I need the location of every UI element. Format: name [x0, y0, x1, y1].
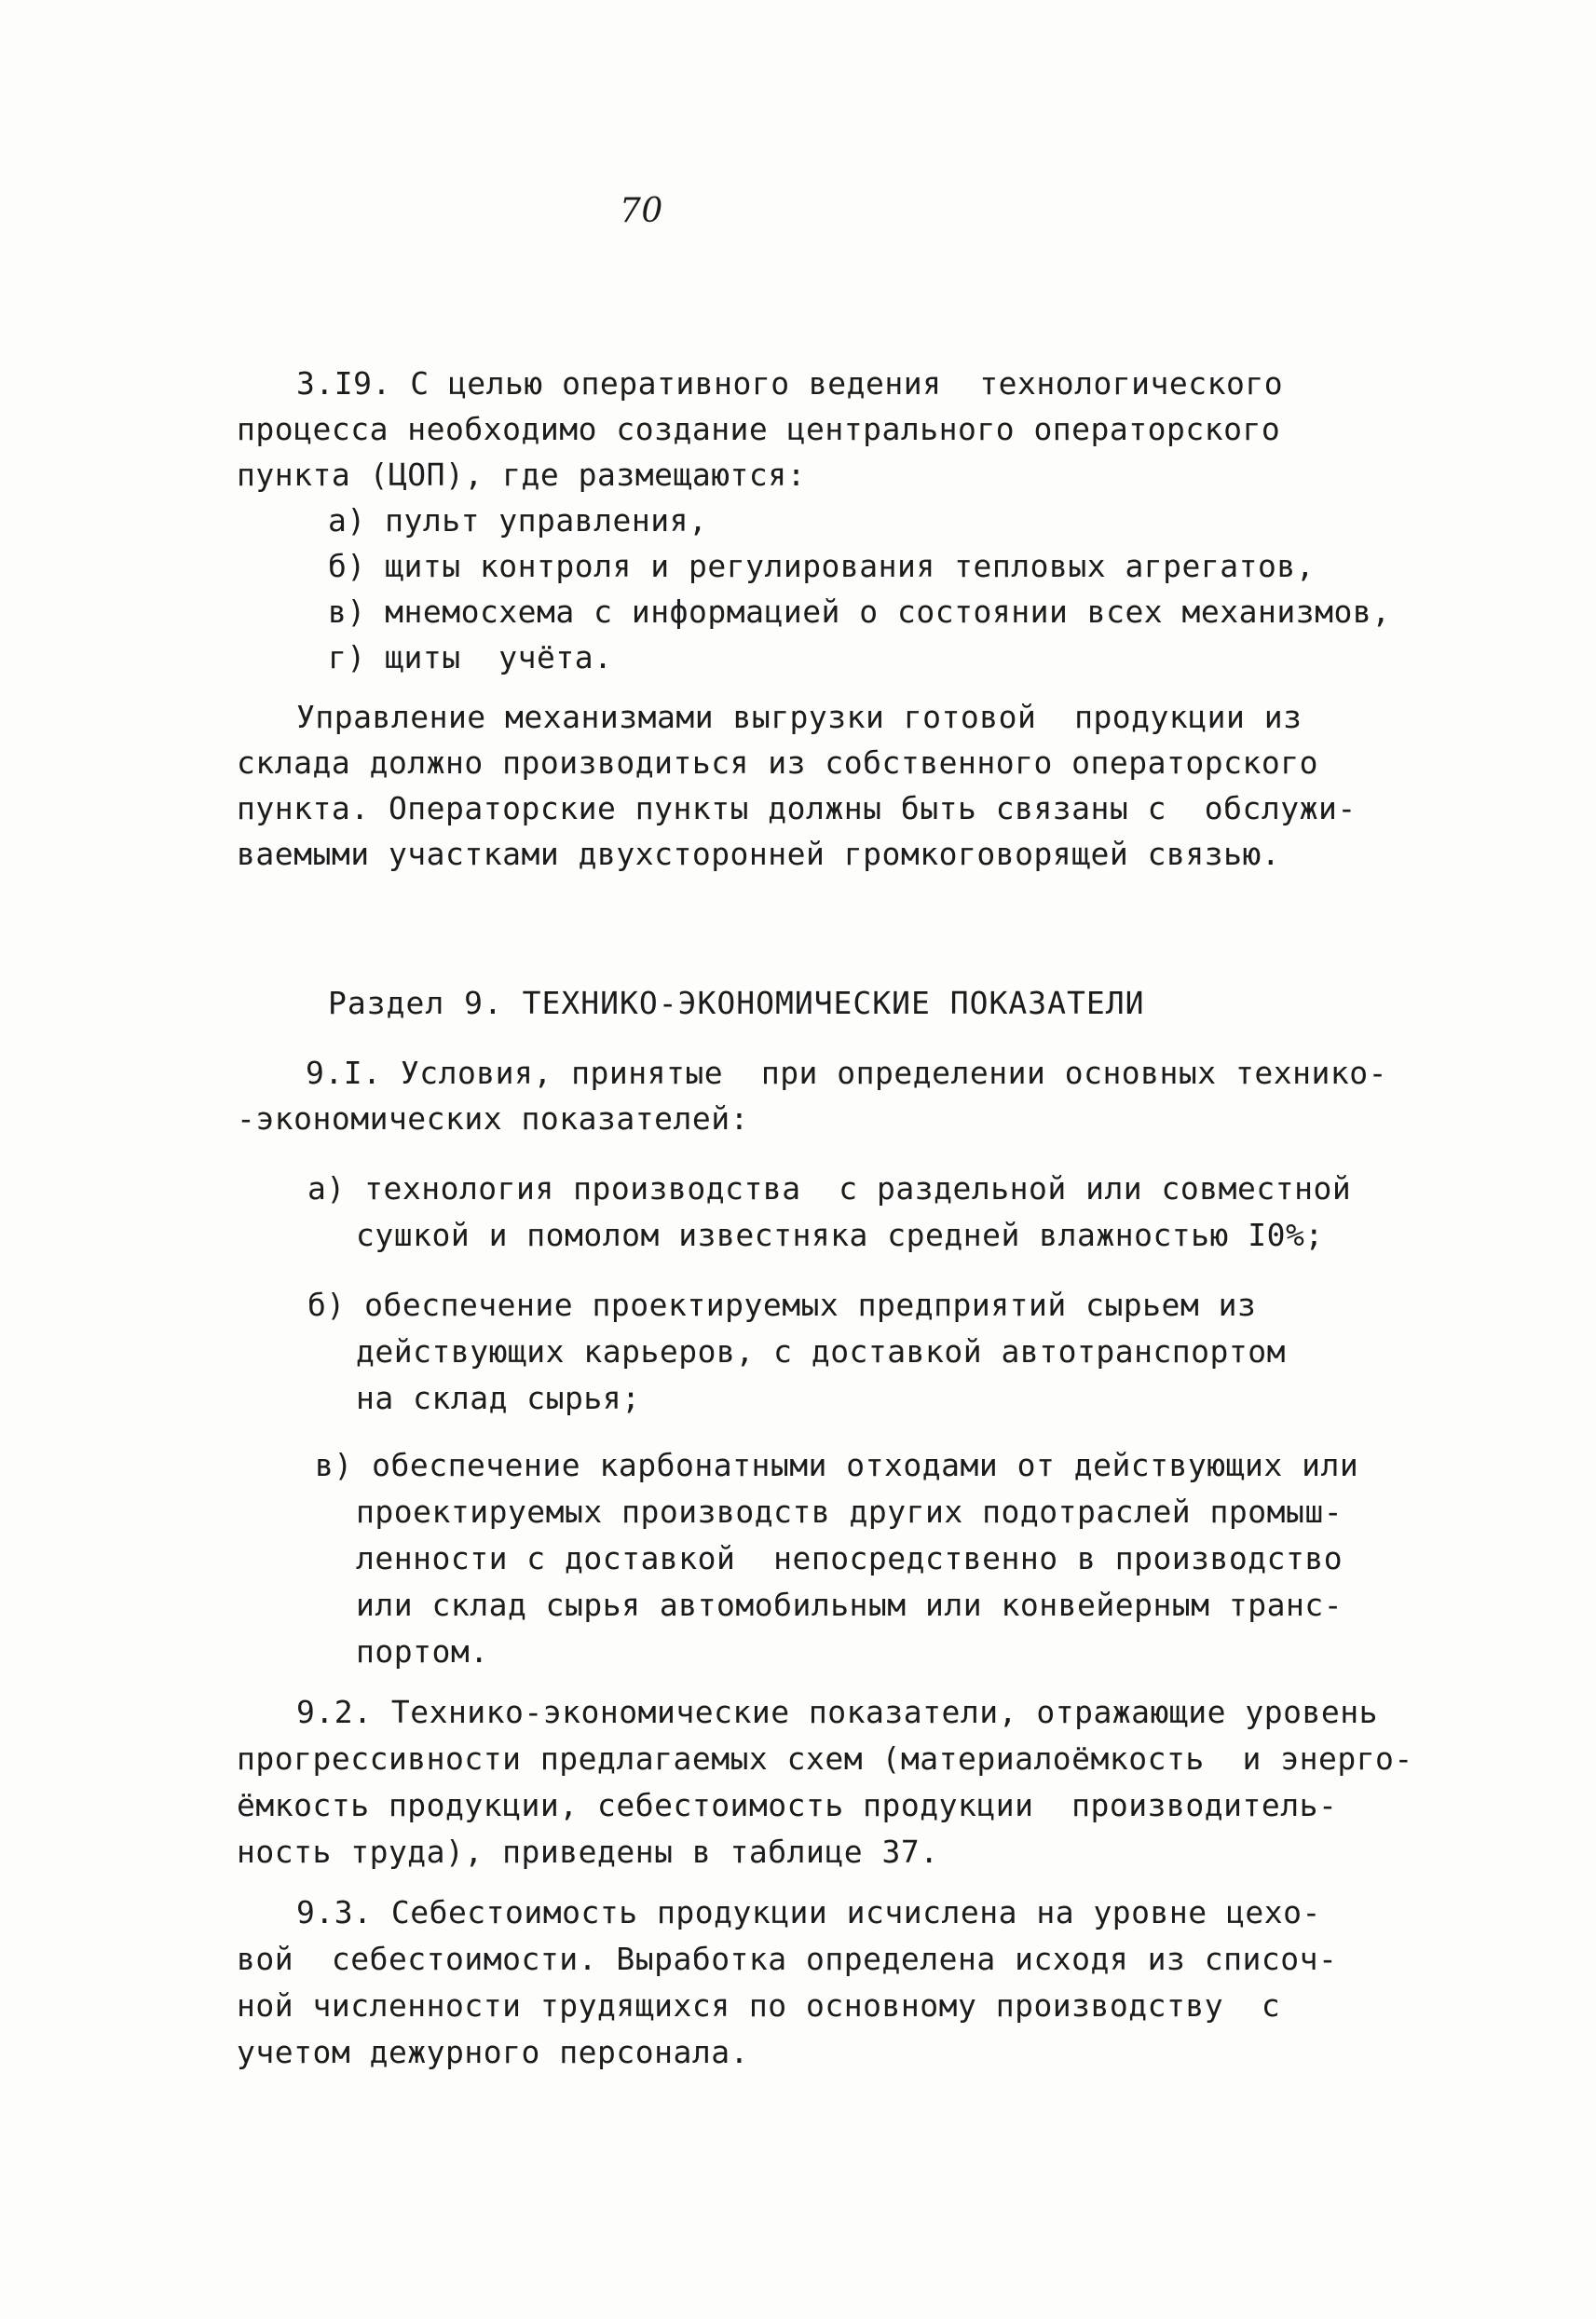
item-c-line-2: проектируемых производств других подотраслей промыш- [356, 1494, 1344, 1530]
item-c-line-1: в) обеспечение карбонатными отходами от действующих или [315, 1447, 1359, 1483]
para-9-1-line-1: 9.I. Условия, принятые при определении основных технико- [306, 1055, 1387, 1091]
item-c-line-4: или склад сырья автомобильным или конвейерным транс- [356, 1587, 1344, 1623]
para-3-10-line-1: 3.I9. С целью оперативного ведения технологического [296, 365, 1284, 402]
list-item-b: б) щиты контроля и регулирования тепловых агрегатов, [328, 548, 1316, 584]
list-item-d: г) щиты учёта. [328, 639, 613, 675]
para-9-2-line-2: прогрессивности предлагаемых схем (материалоёмкость и энерго- [237, 1740, 1413, 1777]
para-9-1-line-2: -экономических показателей: [237, 1100, 749, 1137]
para-control-line-2: склада должно производиться из собственного операторского [237, 744, 1318, 781]
para-9-3-line-3: ной численности трудящихся по основному производству с [237, 1987, 1281, 2024]
para-9-3-line-2: вой себестоимости. Выработка определена исходя из списоч- [237, 1941, 1338, 1977]
para-control-line-1: Управление механизмами выгрузки готовой продукции из [296, 699, 1303, 735]
item-b-line-2: действующих карьеров, с доставкой автотранспортом [356, 1333, 1287, 1370]
para-9-3-line-1: 9.3. Себестоимость продукции исчислена на уровне цехо- [296, 1894, 1321, 1930]
para-control-line-3: пункта. Операторские пункты должны быть связаны с обслужи- [237, 790, 1357, 826]
para-control-line-4: ваемыми участками двухсторонней громкоговорящей связью. [237, 836, 1281, 872]
para-9-2-line-4: ность труда), приведены в таблице 37. [237, 1834, 939, 1870]
para-9-2-line-3: ёмкость продукции, себестоимость продукции производитель- [237, 1787, 1338, 1823]
item-a-line-2: сушкой и помолом известняка средней влажностью I0%; [356, 1217, 1324, 1253]
item-c-line-5: портом. [356, 1633, 489, 1670]
para-3-10-line-2: процесса необходимо создание центрального операторского [237, 411, 1281, 447]
item-c-line-3: ленности с доставкой непосредственно в производство [356, 1540, 1344, 1576]
item-b-line-1: б) обеспечение проектируемых предприятий сырьем из [307, 1287, 1257, 1323]
para-3-10-line-3: пункта (ЦОП), где размещаются: [237, 457, 807, 493]
section-heading: Раздел 9. ТЕХНИКО-ЭКОНОМИЧЕСКИЕ ПОКАЗАТЕЛИ [328, 985, 1145, 1021]
item-b-line-3: на склад сырья; [356, 1380, 641, 1416]
list-item-c: в) мнемосхема с информацией о состоянии всех механизмов, [328, 593, 1391, 630]
list-item-a: а) пульт управления, [328, 502, 708, 539]
page-number: 70 [620, 192, 663, 230]
item-a-line-1: а) технология производства с раздельной или совместной [307, 1170, 1352, 1207]
para-9-2-line-1: 9.2. Технико-экономические показатели, отражающие уровень [296, 1694, 1378, 1730]
para-9-3-line-4: учетом дежурного персонала. [237, 2034, 749, 2070]
